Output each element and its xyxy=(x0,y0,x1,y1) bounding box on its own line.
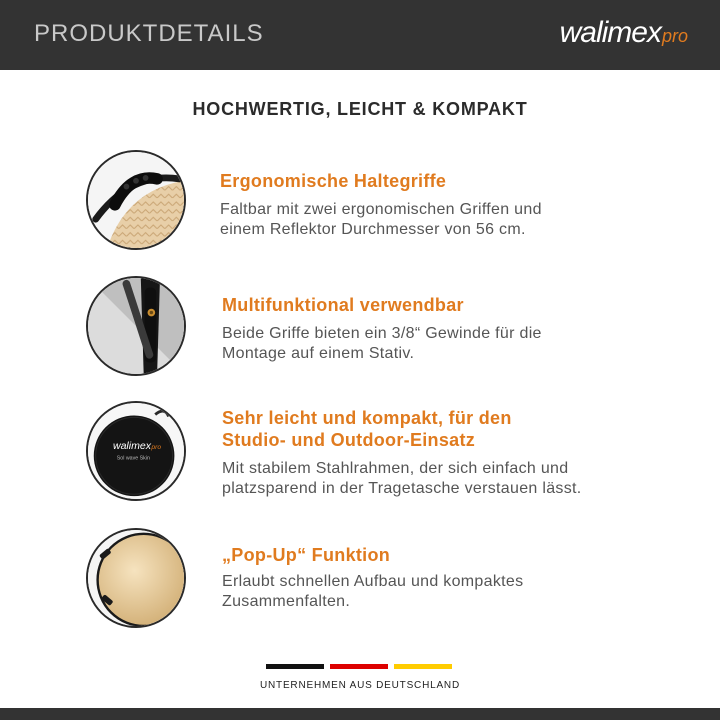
header-title: PRODUKTDETAILS xyxy=(34,20,264,47)
feature-description xyxy=(222,572,523,612)
feature-description xyxy=(222,459,582,499)
bag-logo-pro: pro xyxy=(151,444,162,452)
popup-reflector-image xyxy=(86,528,186,628)
thread-mount-image xyxy=(86,276,186,376)
header-bar xyxy=(0,0,720,70)
feature-title xyxy=(222,544,390,566)
bottom-bar xyxy=(0,708,720,720)
feature-text-line: platzsparend in der Tragetasche verstauen lässt. xyxy=(222,480,582,497)
flag-stripe-red xyxy=(330,664,388,669)
feature-text-line: Faltbar mit zwei ergonomischen Griffen und xyxy=(220,201,542,218)
feature-text-line: Erlaubt schnellen Aufbau und kompaktes xyxy=(222,573,524,590)
feature-title-line: Studio- und Outdoor-Einsatz xyxy=(222,430,476,450)
carry-bag-image xyxy=(86,401,186,501)
feature-text-line: einem Reflektor Durchmesser von 56 cm. xyxy=(220,221,526,238)
feature-text-line: Zusammenfalten. xyxy=(222,593,351,610)
flag-stripe-black xyxy=(266,664,324,669)
feature-text-line: Mit stabilem Stahlrahmen, der sich einfach und xyxy=(222,460,569,477)
feature-description xyxy=(220,200,542,240)
bag-logo-main: walimex xyxy=(112,440,152,453)
flag-stripe-gold xyxy=(394,664,452,669)
logo-main-text: walimex xyxy=(559,16,661,49)
logo-pro-text: pro xyxy=(661,26,688,46)
feature-title xyxy=(220,170,446,192)
feature-title-line: „Pop-Up“ Funktion xyxy=(222,545,391,565)
bag-label: Sol wave Skin xyxy=(116,455,150,462)
feature-title xyxy=(222,407,512,451)
footer-text: UNTERNEHMEN AUS DEUTSCHLAND xyxy=(260,680,460,691)
feature-description xyxy=(222,324,542,364)
feature-text-line: Beide Griffe bieten ein 3/8“ Gewinde für die xyxy=(222,325,542,342)
feature-title-line: Multifunktional verwendbar xyxy=(222,295,464,315)
brand-logo xyxy=(560,16,688,52)
feature-title xyxy=(222,294,464,316)
feature-title-line: Sehr leicht und kompakt, für den xyxy=(222,408,512,428)
feature-text-line: Montage auf einem Stativ. xyxy=(222,345,415,362)
handle-grip-image xyxy=(86,150,186,250)
page-subtitle: HOCHWERTIG, LEICHT & KOMPAKT xyxy=(192,99,528,119)
feature-title-line: Ergonomische Haltegriffe xyxy=(220,171,447,191)
